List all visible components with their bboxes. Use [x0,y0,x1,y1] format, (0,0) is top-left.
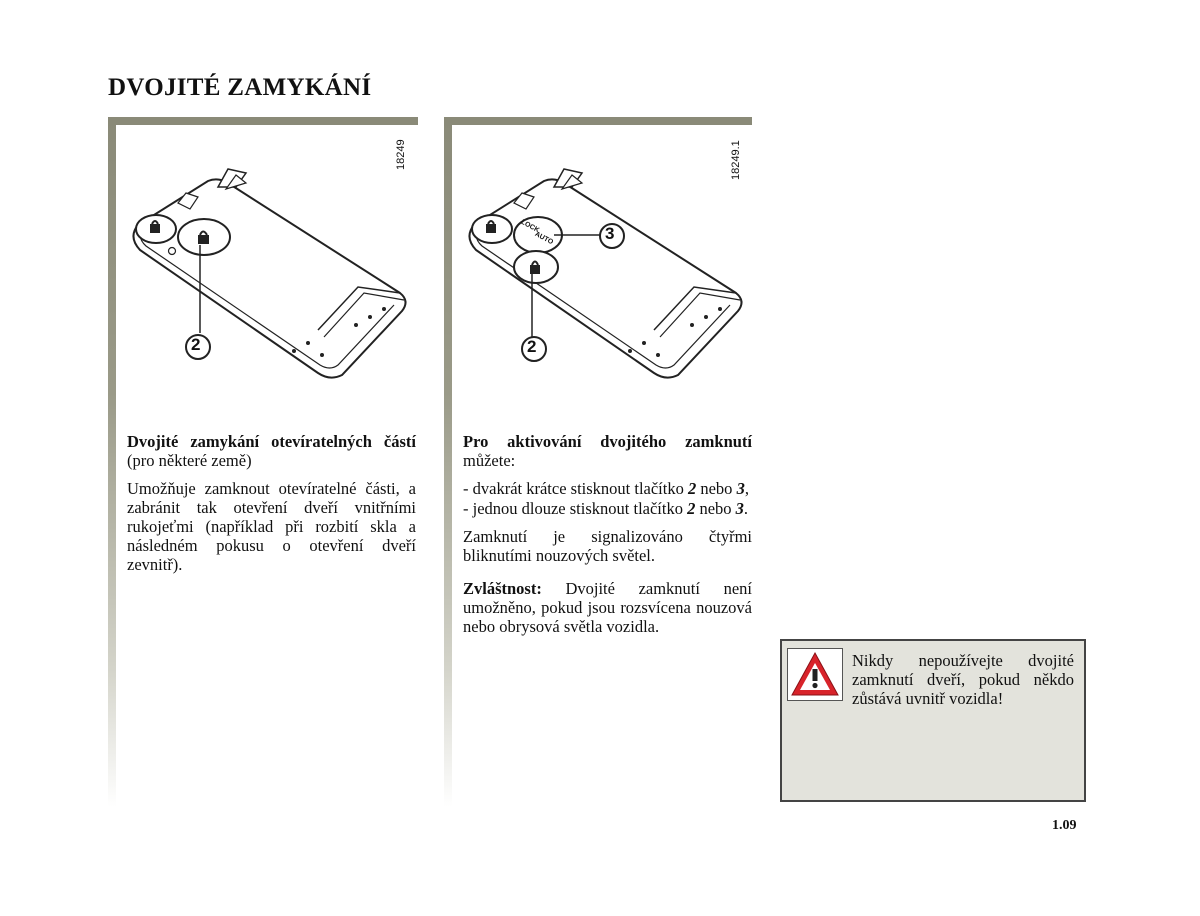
activation-options-list [463,479,752,518]
warning-triangle-icon [788,649,842,700]
left-figure-reference: 18249 [395,139,407,170]
list-item-text: nebo [695,499,736,518]
list-item-text: . [743,499,749,518]
list-item-text: - jednou dlouze stisknout tlačítko [463,499,688,518]
right-text-column [463,432,752,645]
note-heading: Zvláštnost: [463,579,542,598]
left-column-top-rule [108,117,418,125]
list-item-text: , [744,479,749,498]
list-item [463,499,752,518]
list-item-text: nebo [696,479,737,498]
button-auto-label: AUTO [533,230,555,247]
button-ref-3: 3 [736,479,745,498]
left-keycard-figure [118,125,418,395]
right-column-bar [444,117,452,807]
page-number: 1.09 [1052,818,1077,833]
button-ref-3: 3 [735,499,744,518]
callout-2-label: 2 [191,335,201,354]
button-ref-2: 2 [687,499,696,518]
left-heading-paragraph [127,432,416,470]
warning-text: Nikdy nepoužívejte dvojité zamknutí dveří, pokud někdo zůstává uvnitř vozidla! [852,651,1074,708]
left-text-column [127,432,416,583]
left-column-bar [108,117,116,807]
button-lock-label: LOCK [519,218,541,235]
signal-paragraph: Zamknutí je signalizováno čtyřmi bliknutími nouzových světel. [463,527,752,565]
right-keycard-figure [454,125,754,395]
left-heading-note: (pro některé země) [127,451,252,470]
button-ref-2: 2 [687,479,697,498]
right-intro-rest: můžete: [463,451,516,470]
right-intro-paragraph [463,432,752,470]
left-heading: Dvojité zamykání otevíratelných částí [127,432,416,451]
list-item [463,479,752,498]
warning-box [780,639,1086,802]
callout-3-label: 3 [605,224,615,243]
note-paragraph [463,579,752,636]
right-figure-reference: 18249.1 [730,140,742,180]
right-column-top-rule [444,117,752,125]
left-body-paragraph: Umožňuje zamknout otevíratelné části, a zabránit tak otevření dveří vnitřními rukojeťmi (například při rozbití skla a následném pokusu o otevření dveří zevnitř). [127,479,416,574]
callout-2-label: 2 [527,337,537,356]
keycard-illustration-lock-auto [454,125,754,395]
page-title: DVOJITÉ ZAMYKÁNÍ [108,74,372,101]
keycard-illustration [118,125,418,395]
list-item-text: - dvakrát krátce stisknout tlačítko [463,479,688,498]
note-text: Dvojité zamknutí není umožněno, pokud jsou rozsvícena nouzová nebo obrysová světla vozidla. [463,579,752,636]
warning-icon-frame [787,648,843,701]
right-intro-heading: Pro aktivování dvojitého zamknutí [463,432,752,451]
